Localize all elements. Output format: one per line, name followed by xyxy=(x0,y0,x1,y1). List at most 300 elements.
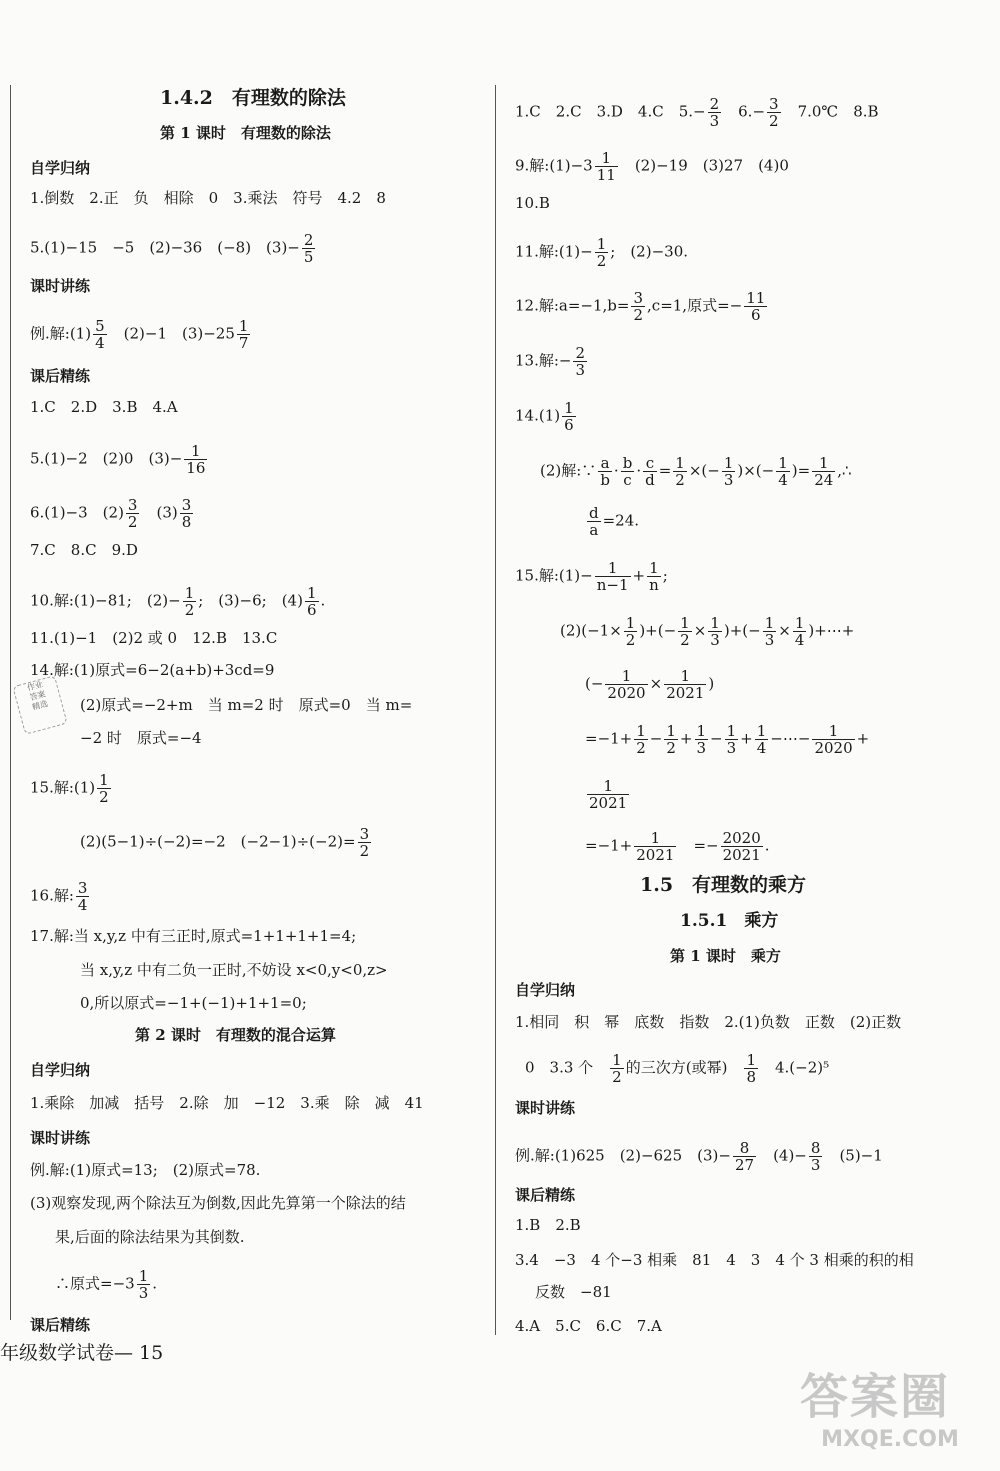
answer-line-left-10 xyxy=(30,497,195,530)
line-text: 9.解:(1)−3 xyxy=(515,156,593,175)
line-text: + xyxy=(632,566,646,585)
denominator: 11 xyxy=(596,166,616,184)
line-text: 课后精练 xyxy=(30,367,91,385)
line-text: 15.解:(1)− xyxy=(515,566,593,585)
answer-line-right-22 xyxy=(515,1140,883,1173)
line-text: 12.解:a=−1,b= xyxy=(515,296,630,315)
fraction xyxy=(93,318,107,351)
line-text: 1.4.2 有理数的除法 xyxy=(160,87,346,109)
denominator: 3 xyxy=(723,471,734,489)
answer-line-left-18 xyxy=(80,826,373,859)
numerator: 1 xyxy=(764,614,775,632)
fraction xyxy=(744,1052,758,1085)
line-text: 11.(1)−1 (2)2 或 0 12.B 13.C xyxy=(30,629,278,647)
numerator: 1 xyxy=(778,454,788,472)
denominator: 2 xyxy=(184,601,195,619)
answer-line-right-2 xyxy=(515,193,550,213)
answer-line-left-27 xyxy=(30,1160,260,1180)
answer-line-right-24 xyxy=(515,1215,581,1235)
denominator: n−1 xyxy=(596,576,629,594)
line-text: 1.倒数 2.正 负 相除 0 3.乘法 符号 4.2 8 xyxy=(30,189,386,207)
line-text: . xyxy=(764,836,770,855)
line-text: × xyxy=(693,621,707,640)
numerator: 1 xyxy=(587,778,629,795)
fraction xyxy=(708,615,722,648)
numerator: 1 xyxy=(595,150,618,167)
line-text: 1.B 2.B xyxy=(515,1216,581,1234)
fraction xyxy=(763,615,777,648)
numerator: 1 xyxy=(625,614,636,632)
fraction xyxy=(664,668,706,701)
denominator: 8 xyxy=(746,1068,756,1086)
denominator: 3 xyxy=(810,1156,821,1174)
line-text: (2)−19 (3)27 (4)0 xyxy=(619,156,789,175)
answer-line-left-16 xyxy=(80,728,202,748)
fraction xyxy=(634,830,676,863)
denominator: 2021 xyxy=(722,846,761,864)
line-text: (3) xyxy=(141,503,178,522)
line-text: 例.解:(1)625 (2)−625 (3)− xyxy=(515,1146,731,1165)
denominator: 2 xyxy=(636,739,646,757)
line-text: + xyxy=(856,729,870,748)
answer-line-left-15 xyxy=(80,695,412,715)
denominator: 2 xyxy=(612,1068,622,1086)
fraction xyxy=(587,778,629,811)
denominator: 2 xyxy=(769,112,779,130)
numerator: 3 xyxy=(127,496,138,514)
fraction xyxy=(595,150,618,183)
denominator: 6 xyxy=(564,416,574,434)
fraction xyxy=(237,318,251,351)
line-text: 16.解: xyxy=(30,886,74,905)
line-text: (5)−1 xyxy=(824,1146,883,1165)
line-text: 当 x,y,z 中有二负一正时,不妨设 x<0,y<0,z> xyxy=(80,961,388,979)
answer-line-left-9 xyxy=(30,443,209,476)
answer-line-right-11 xyxy=(585,668,714,701)
fraction xyxy=(647,560,661,593)
fraction xyxy=(595,560,631,593)
answer-line-right-7 xyxy=(540,455,852,488)
line-text: =−1+ xyxy=(585,729,633,748)
line-text: × xyxy=(649,674,663,693)
line-text: )×(− xyxy=(737,461,775,480)
fraction xyxy=(595,236,609,269)
numerator: 3 xyxy=(769,95,779,113)
heading-right-21 xyxy=(515,1098,575,1118)
numerator: 1 xyxy=(306,584,317,602)
line-text: −2 时 原式=−4 xyxy=(80,729,202,747)
heading-left-5 xyxy=(30,276,90,296)
denominator: 16 xyxy=(186,459,206,477)
fraction xyxy=(664,723,678,756)
denominator: 2020 xyxy=(607,684,646,702)
numerator: 1 xyxy=(746,1051,756,1069)
denominator: 3 xyxy=(709,112,720,130)
denominator: 7 xyxy=(238,334,249,352)
numerator: 3 xyxy=(359,825,370,843)
fraction xyxy=(721,830,763,863)
denominator: 2 xyxy=(127,513,138,531)
heading-left-7 xyxy=(30,366,90,386)
denominator: 6 xyxy=(750,306,761,324)
fraction xyxy=(562,400,576,433)
fraction xyxy=(725,723,739,756)
fraction xyxy=(755,723,769,756)
answer-line-left-4 xyxy=(30,232,317,265)
numerator: 1 xyxy=(723,454,734,472)
line-text: ) xyxy=(708,674,715,693)
line-text: )+(− xyxy=(639,621,677,640)
heading-right-15 xyxy=(640,875,806,895)
denominator: 2 xyxy=(99,788,109,806)
fraction xyxy=(137,1268,151,1301)
line-text: (2)(−1× xyxy=(560,621,622,640)
denominator: 3 xyxy=(710,631,720,649)
denominator: 27 xyxy=(734,1156,755,1174)
fraction xyxy=(587,505,601,538)
fraction xyxy=(180,497,194,530)
line-text: 11.解:(1)− xyxy=(515,242,593,261)
line-text: =24. xyxy=(602,511,640,530)
denominator: 2 xyxy=(633,306,644,324)
answer-line-right-26 xyxy=(535,1282,612,1302)
heading-left-31 xyxy=(30,1315,90,1335)
line-text: 14.解:(1)原式=6−2(a+b)+3cd=9 xyxy=(30,661,275,679)
denominator: b xyxy=(600,471,610,489)
fraction xyxy=(598,455,612,488)
line-text: (2)原式=−2+m 当 m=2 时 原式=0 当 m= xyxy=(80,696,413,714)
fraction xyxy=(708,96,722,129)
line-text: ; (3)−6; (4) xyxy=(198,591,303,610)
numerator: 3 xyxy=(77,879,88,897)
denominator: 3 xyxy=(575,361,586,379)
numerator: 1 xyxy=(710,614,720,632)
denominator: 2021 xyxy=(666,684,705,702)
line-text: 3.4 −3 4 个−3 相乘 81 4 3 4 个 3 相乘的积的相 xyxy=(515,1251,914,1269)
line-text: (4)− xyxy=(758,1146,807,1165)
fraction xyxy=(605,668,647,701)
numerator: 1 xyxy=(794,614,805,632)
line-text: 例.解:(1) xyxy=(30,324,92,343)
line-text: 自学归纳 xyxy=(30,159,91,177)
line-text: 课时讲练 xyxy=(515,1099,576,1117)
denominator: 6 xyxy=(306,601,317,619)
numerator: b xyxy=(622,454,633,472)
denominator: 2 xyxy=(359,842,370,860)
numerator: d xyxy=(589,504,599,522)
line-text: − xyxy=(710,729,723,748)
line-text: ,∴ xyxy=(837,461,852,480)
heading-left-26 xyxy=(30,1128,90,1148)
fraction xyxy=(305,585,319,618)
answer-line-right-10 xyxy=(560,615,854,648)
line-text: (3)观察发现,两个除法互为倒数,因此先算第一个除法的结 xyxy=(30,1194,406,1212)
numerator: 1 xyxy=(675,454,685,472)
left-margin-line xyxy=(10,85,11,1320)
answer-line-left-8 xyxy=(30,397,178,417)
line-text: 课后精练 xyxy=(30,1316,91,1334)
denominator: 2 xyxy=(625,631,636,649)
line-text: 5.(1)−2 (2)0 (3)− xyxy=(30,449,183,468)
denominator: 3 xyxy=(764,631,775,649)
line-text: 果,后面的除法结果为其倒数. xyxy=(55,1228,245,1246)
fraction xyxy=(573,345,587,378)
denominator: 8 xyxy=(181,513,192,531)
line-text: 1.5.1 乘方 xyxy=(680,911,779,931)
stamp: 作业 答案 精选 xyxy=(12,675,67,735)
numerator: 1 xyxy=(184,443,207,460)
line-text: · xyxy=(636,461,642,480)
fraction xyxy=(76,880,90,913)
numerator: 1 xyxy=(647,560,661,577)
line-text: =−1+ xyxy=(585,836,633,855)
line-text: ∴原式=−3 xyxy=(55,1274,135,1293)
fraction xyxy=(183,585,197,618)
fraction xyxy=(621,455,635,488)
heading-left-1 xyxy=(160,123,331,143)
answer-line-left-20 xyxy=(30,926,356,946)
line-text: 0 3.3 个 xyxy=(525,1058,609,1077)
line-text: 6.(1)−3 (2) xyxy=(30,503,124,522)
line-text: −⋯− xyxy=(770,729,811,748)
line-text: 第 2 课时 有理数的混合运算 xyxy=(135,1026,336,1044)
line-text: 7.C 8.C 9.D xyxy=(30,541,138,559)
line-text: ,c=1,原式=− xyxy=(647,296,743,315)
fraction xyxy=(809,1140,823,1173)
watermark-small: MXQE.COM xyxy=(821,1427,959,1452)
answer-line-right-3 xyxy=(515,236,688,269)
fraction xyxy=(678,615,692,648)
line-text: 5.(1)−15 −5 (2)−36 (−8) (3)− xyxy=(30,238,300,257)
answer-line-left-21 xyxy=(80,960,388,980)
numerator: 1 xyxy=(664,668,706,685)
fraction xyxy=(97,772,111,805)
fraction xyxy=(695,723,709,756)
line-text: 7.0℃ 8.B xyxy=(782,102,879,121)
denominator: 3 xyxy=(138,1284,149,1302)
line-text: 1.5 有理数的乘方 xyxy=(640,874,807,896)
answer-line-right-9 xyxy=(515,560,668,593)
answer-line-right-20 xyxy=(525,1052,829,1085)
page-footer: 年级数学试卷— 15 xyxy=(0,1342,164,1364)
numerator: 1 xyxy=(680,614,690,632)
denominator: 2 xyxy=(675,471,685,489)
numerator: 1 xyxy=(138,1267,149,1285)
line-text: 6.− xyxy=(723,102,766,121)
fraction xyxy=(610,1052,624,1085)
denominator: 2020 xyxy=(814,739,853,757)
answer-line-left-17 xyxy=(30,772,113,805)
numerator: 1 xyxy=(595,560,631,577)
numerator: 1 xyxy=(696,722,707,740)
denominator: 4 xyxy=(756,739,767,757)
fraction xyxy=(624,615,638,648)
line-text: = xyxy=(658,461,672,480)
fraction xyxy=(126,497,140,530)
fraction xyxy=(793,615,807,648)
numerator: 1 xyxy=(184,584,195,602)
answer-line-right-4 xyxy=(515,290,769,323)
numerator: 1 xyxy=(726,722,737,740)
line-text: 14.(1) xyxy=(515,406,561,425)
denominator: 4 xyxy=(95,334,105,352)
heading-right-18 xyxy=(515,980,575,1000)
answer-line-right-5 xyxy=(515,345,589,378)
denominator: 2021 xyxy=(589,794,628,812)
answer-line-right-12 xyxy=(585,723,869,756)
line-text: 4.A 5.C 6.C 7.A xyxy=(515,1317,662,1335)
answer-line-right-27 xyxy=(515,1316,662,1336)
denominator: 2 xyxy=(596,252,607,270)
numerator: 2 xyxy=(303,231,314,249)
answer-line-left-3 xyxy=(30,188,386,208)
fraction xyxy=(643,455,657,488)
line-text: + xyxy=(679,729,693,748)
numerator: 1 xyxy=(666,722,676,740)
line-text: 自学归纳 xyxy=(515,981,576,999)
denominator: a xyxy=(589,521,599,539)
line-text: 第 1 课时 有理数的除法 xyxy=(160,124,331,142)
numerator: 1 xyxy=(564,399,574,417)
fraction xyxy=(744,290,767,323)
line-text: 课时讲练 xyxy=(30,1129,91,1147)
denominator: n xyxy=(649,576,659,594)
denominator: d xyxy=(645,471,655,489)
denominator: 3 xyxy=(696,739,707,757)
line-text: − xyxy=(649,729,663,748)
fraction xyxy=(634,723,648,756)
numerator: 1 xyxy=(812,723,854,740)
numerator: 1 xyxy=(636,722,646,740)
line-text: 4.(−2)⁵ xyxy=(759,1058,830,1077)
line-text: . xyxy=(320,591,326,610)
answer-line-left-22 xyxy=(80,993,307,1013)
fraction xyxy=(184,443,207,476)
line-text: (2)(5−1)÷(−2)=−2 (−2−1)÷(−2)= xyxy=(80,832,356,851)
numerator: 1 xyxy=(238,317,249,335)
numerator: a xyxy=(598,455,612,472)
line-text: 反数 −81 xyxy=(535,1283,612,1301)
denominator: 24 xyxy=(814,471,834,489)
answer-line-left-29 xyxy=(55,1227,245,1247)
answer-line-right-14 xyxy=(585,830,770,863)
answer-line-left-12 xyxy=(30,585,325,618)
watermark-big: 答案圈 xyxy=(800,1369,951,1425)
numerator: 8 xyxy=(733,1140,756,1157)
denominator: 5 xyxy=(303,248,314,266)
fraction xyxy=(733,1140,756,1173)
numerator: 1 xyxy=(596,235,607,253)
line-text: (2)解:∵ xyxy=(540,461,597,480)
denominator: 2 xyxy=(680,631,690,649)
answer-line-left-30 xyxy=(55,1268,157,1301)
fraction xyxy=(812,455,835,488)
numerator: 5 xyxy=(95,317,105,335)
line-text: =− xyxy=(678,836,719,855)
line-text: 1.相同 积 幂 底数 指数 2.(1)负数 正数 (2)正数 xyxy=(515,1013,902,1031)
numerator: 3 xyxy=(181,496,192,514)
numerator: 1 xyxy=(634,830,676,847)
heading-right-16 xyxy=(680,911,778,931)
line-text: 0,所以原式=−1+(−1)+1+1=0; xyxy=(80,994,307,1012)
line-text: 10.B xyxy=(515,194,550,212)
answer-line-left-14 xyxy=(30,660,274,680)
fraction xyxy=(673,455,687,488)
line-text: 例.解:(1)原式=13; (2)原式=78. xyxy=(30,1161,261,1179)
line-text: × xyxy=(778,621,791,640)
line-text: . xyxy=(152,1274,158,1293)
numerator: 2 xyxy=(575,344,586,362)
numerator: 1 xyxy=(756,722,767,740)
line-text: 13.解:− xyxy=(515,351,572,370)
answer-line-left-11 xyxy=(30,540,138,560)
heading-left-24 xyxy=(30,1060,90,1080)
line-text: 第 1 课时 乘方 xyxy=(670,947,781,965)
line-text: 15.解:(1) xyxy=(30,778,96,797)
numerator: c xyxy=(643,455,657,472)
numerator: 2 xyxy=(709,95,720,113)
line-text: 的三次方(或幂) xyxy=(625,1058,743,1077)
answer-line-right-25 xyxy=(515,1250,914,1270)
answer-line-right-19 xyxy=(515,1012,901,1032)
line-text: 1.C 2.D 3.B 4.A xyxy=(30,398,178,416)
answer-line-left-28 xyxy=(30,1193,406,1213)
answer-line-right-1 xyxy=(515,150,789,183)
answer-line-right-13 xyxy=(585,778,631,811)
numerator: 8 xyxy=(810,1139,821,1157)
numerator: 1 xyxy=(612,1051,622,1069)
numerator: 1 xyxy=(605,668,647,685)
answer-line-left-25 xyxy=(30,1093,424,1113)
line-text: (− xyxy=(585,674,604,693)
denominator: 2 xyxy=(666,739,676,757)
heading-left-23 xyxy=(135,1025,336,1045)
line-text: · xyxy=(613,461,619,480)
line-text: + xyxy=(740,729,753,748)
fraction xyxy=(631,290,645,323)
denominator: 4 xyxy=(77,896,88,914)
line-text: 17.解:当 x,y,z 中有三正时,原式=1+1+1+1=4; xyxy=(30,927,357,945)
line-text: )= xyxy=(791,461,811,480)
fraction xyxy=(767,96,781,129)
fraction xyxy=(812,723,854,756)
watermark-logo xyxy=(800,1358,980,1463)
numerator: 1 xyxy=(812,455,835,472)
numerator: 2020 xyxy=(722,829,761,847)
line-text: 课后精练 xyxy=(515,1186,576,1204)
denominator: 3 xyxy=(726,739,737,757)
line-text: )+(− xyxy=(723,621,761,640)
line-text: (2)−1 (3)−25 xyxy=(108,324,235,343)
numerator: 11 xyxy=(746,289,766,307)
line-text: ; xyxy=(662,566,668,585)
fraction xyxy=(302,232,316,265)
answer-line-right-8 xyxy=(585,505,639,538)
answer-line-right-0 xyxy=(515,96,879,129)
denominator: 2021 xyxy=(636,846,675,864)
numerator: 1 xyxy=(99,771,109,789)
denominator: 4 xyxy=(778,471,788,489)
line-text: )+⋯+ xyxy=(808,621,855,640)
line-text: ×(− xyxy=(688,461,720,480)
column-divider xyxy=(495,85,496,1335)
line-text: 10.解:(1)−81; (2)− xyxy=(30,591,181,610)
denominator: c xyxy=(623,471,632,489)
heading-left-0 xyxy=(160,88,346,108)
line-text: 1.乘除 加减 括号 2.除 加 −12 3.乘 除 减 41 xyxy=(30,1094,424,1112)
line-text: ; (2)−30. xyxy=(610,242,689,261)
line-text: 自学归纳 xyxy=(30,1061,91,1079)
